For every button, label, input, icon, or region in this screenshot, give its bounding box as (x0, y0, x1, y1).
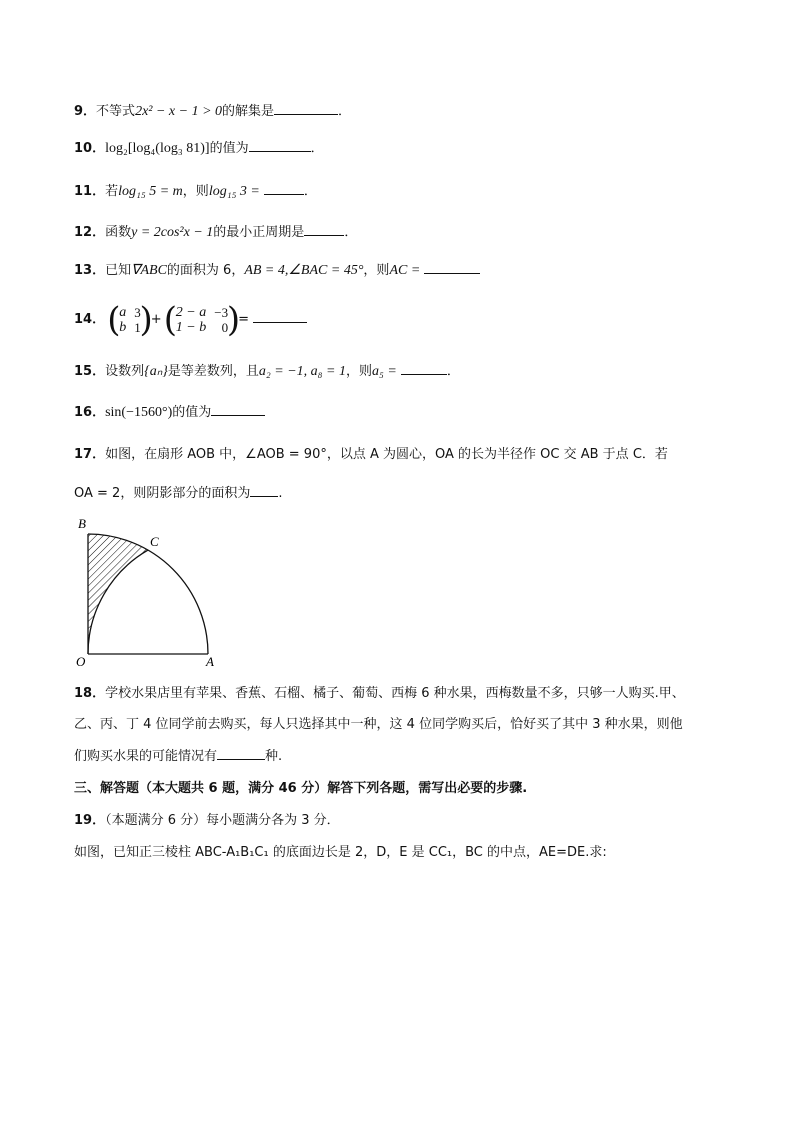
question-16 (74, 403, 265, 422)
answer-blank[interactable] (217, 747, 265, 760)
question-10 (74, 139, 324, 158)
question-text: （本题满分 6 分）每小题满分各为 3 分． (105, 813, 340, 828)
math-expression: AB = 4,∠BAC = 45° (244, 263, 364, 278)
question-18-line-3 (74, 747, 282, 766)
question-text: ，则 (363, 263, 390, 278)
equals-sign: = (238, 312, 249, 327)
question-text: 函数 (105, 225, 132, 240)
question-9 (74, 102, 351, 121)
punctuation: ． (344, 225, 358, 240)
answer-blank[interactable] (249, 139, 311, 152)
label-c: C (150, 534, 159, 549)
matrix-2 (163, 299, 241, 340)
question-11 (74, 182, 317, 201)
math-expression: 2x² − x − 1 > 0 (135, 104, 223, 119)
question-18-line-2 (74, 716, 683, 734)
question-13 (74, 261, 480, 280)
matrix-1 (107, 299, 153, 340)
label-b: B (78, 516, 86, 531)
matrix-cell: −3 (214, 304, 229, 320)
question-18 (74, 685, 685, 703)
question-number: 17． (74, 447, 106, 462)
matrix-cell: 3 (134, 304, 141, 320)
math-expression: a₂ = −1, a₈ = 1 (258, 364, 346, 379)
question-number: 18． (74, 686, 106, 701)
question-text: 的值为 (209, 141, 249, 156)
matrix-cell: a (119, 304, 127, 320)
math-expression: sin(−1560°) (105, 405, 173, 420)
matrix-cell: 1 − b (175, 319, 207, 335)
punctuation: ． (338, 104, 352, 119)
math-expression: AC = (389, 263, 421, 278)
question-number: 19． (74, 813, 106, 828)
answer-blank[interactable] (253, 310, 307, 323)
matrix-cell: b (119, 319, 127, 335)
question-19-body (74, 844, 607, 862)
question-text: 的最小正周期是 (213, 225, 305, 240)
question-number: 13． (74, 263, 106, 278)
answer-blank[interactable] (304, 223, 344, 236)
question-text: 不等式 (96, 104, 136, 119)
question-number: 14． (74, 312, 106, 327)
question-number: 16． (74, 405, 106, 420)
label-a: A (206, 654, 214, 669)
question-text: 已知 (105, 263, 132, 278)
question-19 (74, 812, 340, 830)
answer-blank[interactable] (264, 182, 304, 195)
question-text: 是等差数列，且 (167, 364, 259, 379)
right-paren: ) (226, 299, 241, 340)
left-paren: ( (107, 299, 121, 340)
question-17 (74, 446, 668, 464)
matrix-cell: 1 (134, 319, 141, 335)
math-expression: log₂[log₄(log₃ 81)] (105, 141, 210, 156)
question-text: 乙、丙、丁 4 位同学前去购买，每人只选择其中一种，这 4 位同学购买后，恰好买了其中 3 种水果，则他 (74, 717, 683, 732)
sector-figure (68, 514, 228, 670)
punctuation: ． (446, 364, 460, 379)
question-text: 的面积为 6， (166, 263, 245, 278)
punctuation: . (278, 486, 283, 501)
question-text: 种. (265, 749, 283, 764)
math-expression: a₅ = (372, 364, 397, 379)
question-text: 的解集是 (222, 104, 275, 119)
question-text: 设数列 (105, 364, 145, 379)
math-expression: ∇ABC (131, 263, 167, 278)
question-14 (74, 299, 307, 340)
matrix-cell: 2 − a (175, 304, 207, 320)
question-text: ，则 (345, 364, 372, 379)
math-expression: log₁₅ 3 = (208, 184, 260, 199)
question-number: 11． (74, 184, 106, 199)
answer-blank[interactable] (401, 362, 447, 375)
answer-blank[interactable] (274, 102, 338, 115)
matrix-cell: 0 (221, 319, 229, 335)
question-number: 9． (74, 104, 97, 119)
question-text: 如图，在扇形 AOB 中，∠AOB = 90°，以点 A 为圆心，OA 的长为半径作 OC 交 AB 于点 C．若 (105, 447, 668, 462)
question-text: 若 (105, 184, 119, 199)
question-text: 如图，已知正三棱柱 ABC-A₁B₁C₁ 的底面边长是 2，D，E 是 CC₁，BC 的中点，AE=DE.求: (74, 845, 607, 860)
question-number: 15． (74, 364, 106, 379)
math-expression: {aₙ} (144, 364, 168, 379)
section-heading: 三、解答题（本大题共 6 题，满分 46 分）解答下列各题，需写出必要的步骤. (74, 781, 528, 796)
shaded-region (88, 534, 148, 654)
left-paren: ( (163, 299, 178, 340)
math-expression: log₁₅ 5 = m (118, 184, 183, 199)
label-o: O (76, 654, 86, 669)
punctuation: ． (303, 184, 317, 199)
question-text: 学校水果店里有苹果、香蕉、石榴、橘子、葡萄、西梅 6 种水果，西梅数量不多，只够一人购买.甲、 (105, 686, 685, 701)
question-text: ，则 (182, 184, 209, 199)
question-text: 们购买水果的可能情况有 (74, 749, 218, 764)
question-text: 的值为 (172, 405, 212, 420)
punctuation: ． (310, 141, 324, 156)
question-number: 12． (74, 225, 106, 240)
question-text: OA = 2，则阴影部分的面积为 (74, 486, 251, 501)
right-paren: ) (139, 299, 153, 340)
question-15 (74, 362, 460, 381)
answer-blank[interactable] (424, 261, 480, 274)
question-12 (74, 223, 357, 242)
plus-sign: + (150, 312, 162, 327)
math-expression: y = 2cos²x − 1 (131, 225, 214, 240)
question-number: 10． (74, 141, 106, 156)
answer-blank[interactable] (211, 403, 265, 416)
answer-blank[interactable] (250, 484, 278, 497)
question-17-line-2 (74, 484, 282, 503)
